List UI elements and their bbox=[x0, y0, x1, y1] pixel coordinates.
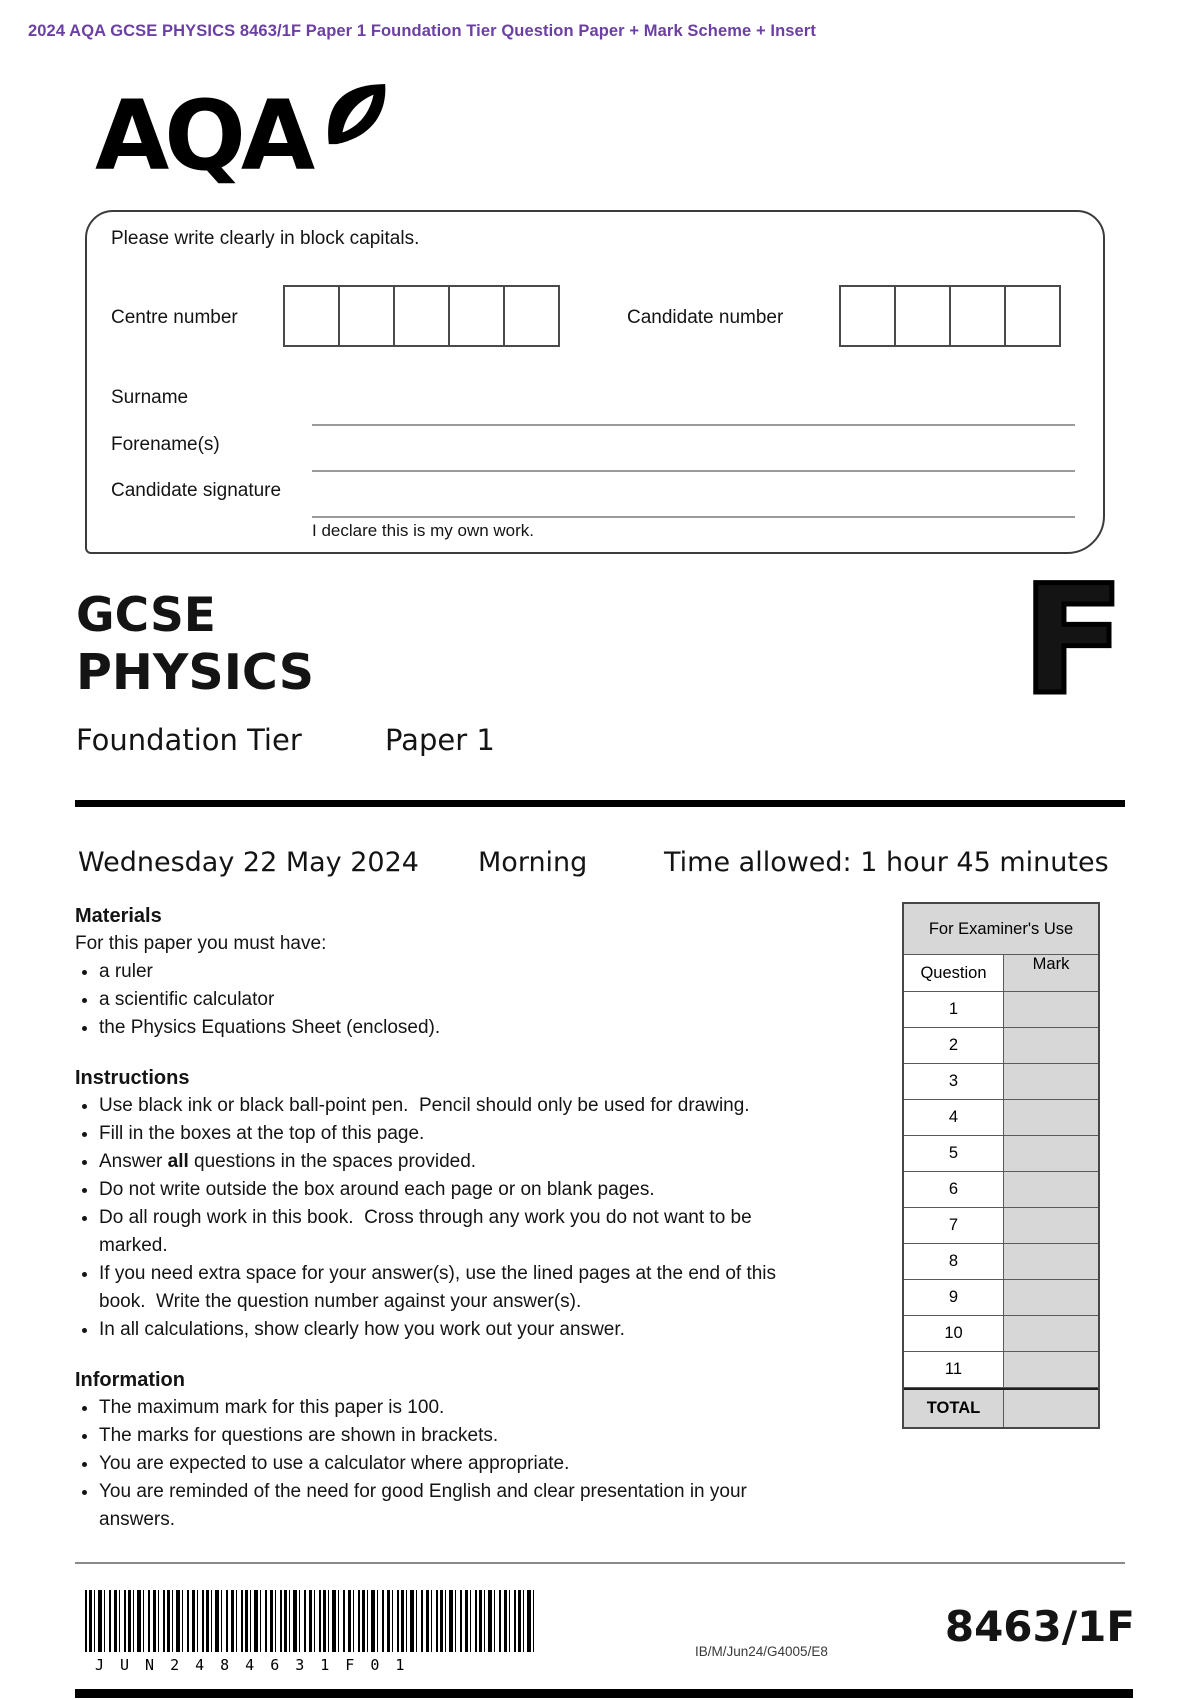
instructions-list bbox=[75, 1092, 780, 1344]
mark-cell[interactable] bbox=[1004, 1136, 1098, 1171]
exam-date: Wednesday 22 May 2024 bbox=[78, 847, 419, 878]
signature-label: Candidate signature bbox=[111, 480, 282, 501]
aqa-logo bbox=[95, 80, 415, 198]
barcode-text: JUN2484631F01 bbox=[95, 1656, 421, 1674]
examiner-table-title: For Examiner's Use bbox=[904, 904, 1098, 955]
question-number-cell: 10 bbox=[904, 1316, 1004, 1351]
question-number-cell: 1 bbox=[904, 992, 1004, 1027]
examiner-table-row bbox=[904, 1172, 1098, 1208]
information-heading: Information bbox=[75, 1369, 185, 1391]
mark-cell[interactable] bbox=[1004, 1064, 1098, 1099]
question-number-cell: 8 bbox=[904, 1244, 1004, 1279]
bullet-item: • the Physics Equations Sheet (enclosed). bbox=[99, 1014, 780, 1042]
bullet-item: • a ruler bbox=[99, 958, 780, 986]
forenames-label: Forename(s) bbox=[111, 434, 220, 455]
mark-cell[interactable] bbox=[1004, 1244, 1098, 1279]
bullet-item: • The maximum mark for this paper is 100. bbox=[99, 1394, 780, 1422]
bullet-item: • You are expected to use a calculator where appropriate. bbox=[99, 1450, 780, 1478]
divider-thin bbox=[75, 1562, 1125, 1564]
mark-column-header: Mark bbox=[1004, 955, 1098, 991]
materials-section bbox=[75, 902, 780, 1042]
materials-list bbox=[75, 958, 780, 1042]
cover-notes bbox=[75, 902, 780, 1556]
examiner-table-body bbox=[904, 992, 1098, 1388]
candidate-number-input[interactable] bbox=[839, 285, 1061, 347]
bullet-item: • Fill in the boxes at the top of this page. bbox=[99, 1120, 780, 1148]
candidate-number-label: Candidate number bbox=[627, 307, 784, 328]
question-column-header: Question bbox=[904, 955, 1004, 991]
examiner-table-row bbox=[904, 1064, 1098, 1100]
bullet-item: • Do all rough work in this book. Cross through any work you do not want to be marked. bbox=[99, 1204, 780, 1260]
mark-cell[interactable] bbox=[1004, 1316, 1098, 1351]
question-number-cell: 5 bbox=[904, 1136, 1004, 1171]
candidate-details-box bbox=[85, 210, 1105, 554]
bullet-item: • The marks for questions are shown in brackets. bbox=[99, 1422, 780, 1450]
aqa-leaf-icon bbox=[323, 82, 391, 150]
materials-intro: For this paper you must have: bbox=[75, 933, 327, 954]
question-number-cell: 3 bbox=[904, 1064, 1004, 1099]
mark-cell[interactable] bbox=[1004, 1280, 1098, 1315]
declaration-text: I declare this is my own work. bbox=[312, 521, 535, 540]
bullet-item: • a scientific calculator bbox=[99, 986, 780, 1014]
examiner-table-row bbox=[904, 1352, 1098, 1388]
information-list bbox=[75, 1394, 780, 1534]
question-number-cell: 4 bbox=[904, 1100, 1004, 1135]
centre-number-input-cell[interactable] bbox=[393, 285, 450, 347]
paper-code: 8463/1F bbox=[944, 1602, 1135, 1651]
bullet-item: • You are reminded of the need for good English and clear presentation in your answers. bbox=[99, 1478, 780, 1534]
examiner-table-row bbox=[904, 1028, 1098, 1064]
tier-label: Foundation Tier bbox=[76, 723, 302, 757]
examiner-table-row bbox=[904, 1316, 1098, 1352]
centre-number-input[interactable] bbox=[283, 285, 560, 347]
centre-number-input-cell[interactable] bbox=[448, 285, 505, 347]
bottom-bar bbox=[75, 1689, 1133, 1698]
block-capitals-instruction: Please write clearly in block capitals. bbox=[111, 228, 420, 249]
centre-number-input-cell[interactable] bbox=[338, 285, 395, 347]
bullet-item: • Use black ink or black ball-point pen. Pencil should only be used for drawing. bbox=[99, 1092, 780, 1120]
header-note: 2024 AQA GCSE PHYSICS 8463/1F Paper 1 Foundation Tier Question Paper + Mark Scheme + Insert bbox=[28, 22, 816, 40]
qualification-title: GCSE bbox=[76, 588, 216, 643]
question-number-cell: 7 bbox=[904, 1208, 1004, 1243]
candidate-number-input-cell[interactable] bbox=[894, 285, 951, 347]
candidate-number-input-cell[interactable] bbox=[1004, 285, 1061, 347]
materials-heading: Materials bbox=[75, 905, 162, 927]
mark-cell[interactable] bbox=[1004, 1208, 1098, 1243]
mark-cell[interactable] bbox=[1004, 1100, 1098, 1135]
bullet-item: • In all calculations, show clearly how you work out your answer. bbox=[99, 1316, 780, 1344]
paper-label: Paper 1 bbox=[385, 723, 495, 757]
examiner-use-table bbox=[902, 902, 1100, 1429]
question-number-cell: 6 bbox=[904, 1172, 1004, 1207]
barcode bbox=[85, 1590, 537, 1652]
divider-thick bbox=[75, 800, 1125, 807]
total-label: TOTAL bbox=[904, 1390, 1004, 1427]
question-number-cell: 9 bbox=[904, 1280, 1004, 1315]
question-number-cell: 11 bbox=[904, 1352, 1004, 1387]
time-allowed: Time allowed: 1 hour 45 minutes bbox=[664, 847, 1109, 878]
mark-cell[interactable] bbox=[1004, 1172, 1098, 1207]
surname-input[interactable] bbox=[312, 424, 1075, 426]
centre-number-input-cell[interactable] bbox=[503, 285, 560, 347]
examiner-table-header-row bbox=[904, 955, 1098, 992]
candidate-number-input-cell[interactable] bbox=[949, 285, 1006, 347]
tier-letter: F bbox=[1022, 554, 1125, 728]
examiner-table-row bbox=[904, 1100, 1098, 1136]
examiner-table-row bbox=[904, 1208, 1098, 1244]
centre-number-label: Centre number bbox=[111, 307, 238, 328]
bullet-item: • Answer all questions in the spaces provided. bbox=[99, 1148, 780, 1176]
bullet-item: • Do not write outside the box around each page or on blank pages. bbox=[99, 1176, 780, 1204]
candidate-number-input-cell[interactable] bbox=[839, 285, 896, 347]
signature-input[interactable] bbox=[312, 516, 1075, 518]
examiner-table-row bbox=[904, 1244, 1098, 1280]
mark-cell[interactable] bbox=[1004, 1352, 1098, 1387]
centre-number-input-cell[interactable] bbox=[283, 285, 340, 347]
surname-label: Surname bbox=[111, 387, 189, 408]
exam-session: Morning bbox=[478, 847, 588, 878]
examiner-table-total-row bbox=[904, 1388, 1098, 1427]
information-section bbox=[75, 1366, 780, 1534]
forenames-input[interactable] bbox=[312, 470, 1075, 472]
bullet-item: • If you need extra space for your answer(s), use the lined pages at the end of this book. Write the question number against your answer(s). bbox=[99, 1260, 780, 1316]
mark-cell[interactable] bbox=[1004, 992, 1098, 1027]
examiner-table-row bbox=[904, 1280, 1098, 1316]
question-number-cell: 2 bbox=[904, 1028, 1004, 1063]
total-mark-cell[interactable] bbox=[1004, 1390, 1098, 1427]
subject-title: PHYSICS bbox=[76, 644, 315, 701]
print-reference-code: IB/M/Jun24/G4005/E8 bbox=[695, 1644, 828, 1659]
instructions-heading: Instructions bbox=[75, 1067, 190, 1089]
examiner-table-row bbox=[904, 1136, 1098, 1172]
examiner-table-row bbox=[904, 992, 1098, 1028]
aqa-logo-text: AQA bbox=[95, 80, 311, 192]
instructions-section bbox=[75, 1064, 780, 1344]
mark-cell[interactable] bbox=[1004, 1028, 1098, 1063]
